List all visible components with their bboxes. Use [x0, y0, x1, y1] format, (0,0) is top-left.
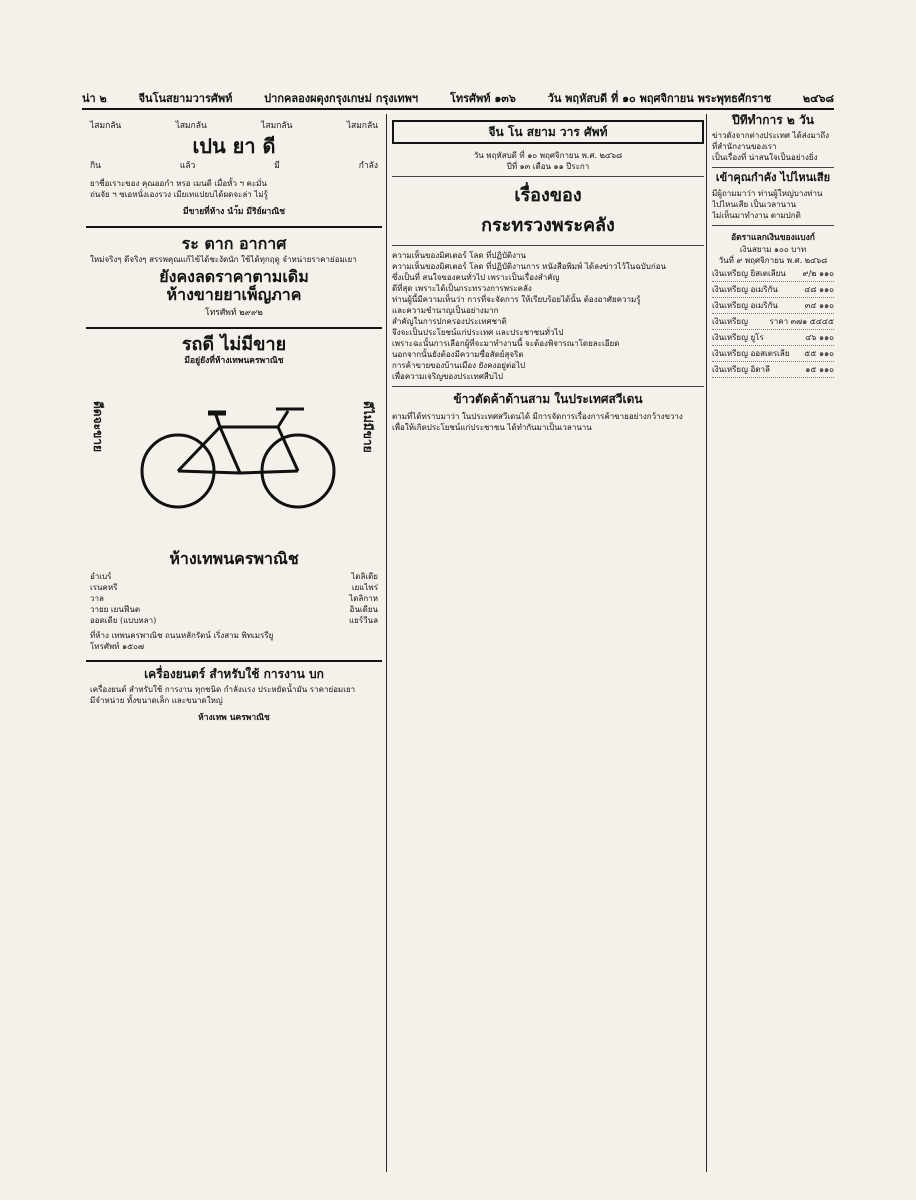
weather-ad: ระ ตาก อากาศ ใหม่จริงๆ ดีจริงๆ สรรพคุณแก้ไข้ได้ชะงัดนัก ใช้ได้ทุกฤดู จำหน่ายราคาย่อมเยา ยังคงลดราคาตามเดิม ห้างขายยาเพ็ญภาค โทรศัพท์ ๒๙๙๒: [86, 228, 382, 329]
paper-phone: โทรศัพท์ ๑๓๖: [449, 92, 516, 105]
ad-line: กำลัง: [358, 161, 378, 171]
ad-title: เปน ยา ดี: [192, 134, 276, 158]
bike-vertical-right: ดีไม่มีขาย: [361, 401, 375, 453]
ad3-sub: มีอยู่ยังที่ห้างเทพนครพาณิช: [184, 356, 284, 366]
paper-address: ปากคลองผดุงกรุงเกษม่ กรุงเทพฯ: [264, 92, 419, 105]
ad-top-label: ไสมกลัน: [175, 121, 207, 131]
ad-top-row: [90, 120, 378, 132]
rate-name: เงินเหรียญ: [712, 317, 748, 326]
brand-item: เยแไพร่: [351, 583, 378, 592]
brand-item: ไดลิกาห: [349, 594, 378, 603]
paper-year: ๒๔๖๘: [802, 92, 834, 105]
ad3-phone: โทรศัพท์ ๑๕๐๗: [90, 642, 145, 651]
divider: [392, 386, 704, 387]
dateline: วัน พฤหัสบดี ที่ ๑๐ พฤศจิกายน พ.ศ. ๒๔๖๘: [473, 151, 623, 160]
rate-value: ๔๘ ๑๑๐: [804, 285, 834, 294]
ad-line: แล้ว: [179, 161, 196, 171]
rate-value: ๑๕ ๑๑๐: [805, 365, 834, 374]
ad4-footer: ห้างเทพ นครพาณิช: [198, 713, 270, 723]
rate-value: ๔๖ ๑๑๐: [805, 333, 834, 342]
ad-body-3: มีขายที่ห้าง นำ้ม มีริย์ผาณิช: [183, 207, 285, 217]
rate-table: [712, 266, 834, 378]
ad2-subtitle: ยังคงลดราคาตามเดิม: [159, 267, 309, 286]
brand-item: เรนคหรี: [90, 583, 118, 592]
ad-lines: [90, 160, 378, 172]
article-paragraph-2: ดีที่สุด เพราะได้เป็นกระทรวงการพระคลัง: [392, 284, 532, 293]
brand-item: อำเบร์: [90, 572, 112, 581]
paper-date: วัน พฤหัสบดี ที่ ๑๐ พฤศจิกายน พระพุทธศักราช: [547, 92, 772, 105]
price-date: วันที่ ๙ พฤศจิกายน พ.ศ. ๒๔๖๘: [718, 256, 828, 265]
headline-2: กระทรวงพระคลัง: [481, 215, 615, 236]
article-paragraph-1: ความเห็นของมิศเตอร์ โลด ที่ปฏิบัติงาน: [392, 251, 526, 260]
ad2-store: ห้างขายยาเพ็ญภาค: [166, 285, 302, 304]
left-column: [86, 114, 382, 1172]
sub-headline: ข้าวตัดค้าด้านสาม ในประเทศสวีเดน: [453, 392, 643, 406]
rate-name: เงินเหรียญ อิตาลี: [712, 365, 770, 374]
ad3-shop: ห้างเทพนครพาณิช: [169, 549, 299, 568]
paper-name: จีนโนสยามวารศัพท์: [138, 92, 233, 105]
rate-value: ๕๕ ๑๑๐: [804, 349, 834, 358]
medicine-ad: [86, 114, 382, 228]
divider: [712, 225, 834, 226]
column-divider-right: [706, 114, 707, 1172]
rate-name: เงินเหรียญ ยิสเตเลียน: [712, 269, 786, 278]
rate-value: ๙/๒ ๑๑๐: [802, 269, 834, 278]
brand-list: [90, 571, 378, 626]
bicycle-illustration: [90, 371, 378, 571]
brand-item: ออดเดีย (แบบหลา): [90, 616, 157, 625]
bicycle-icon: [128, 391, 348, 521]
ad2-title: ระ ตาก อากาศ: [181, 234, 287, 253]
issue: ปีที่ ๑๓ เดือน ๑๑ ปีระกา: [506, 162, 590, 171]
article-paragraph-3: สำคัญในการปกครองประเทศชาติ: [392, 317, 507, 326]
right-title-2: เข้าคุณกำคัง ไปไหนเสีย: [715, 171, 831, 184]
center-column: จีน โน สยาม วาร ศัพท์ วัน พฤหัสบดี ที่ ๑๐ พฤศจิกายน พ.ศ. ๒๔๖๘ ปีที่ ๑๓ เดือน ๑๑ ปีระกา เรื่องของ กระทรวงพระคลัง ความเห็นของมิศเตอร์ โลด ที่ปฏิบัติงาน ความเห็นของมิศเตอร์ โลด ที่ปฏิบัติงานการ หนังสือพิมพ์ ได้ลงข่าวไว้ในฉบับก่อน ซึ่งเป็นที่ สนใจของคนทั่วไป เพราะเป็นเรื่องสำคัญ ดีที่สุด เพราะได้เป็นกระทรวงการพระคลัง ท่านผู้นี้มีความเห็นว่า การที่จะจัดการ ให้เรียบร้อยได้นั้น ต้องอาศัยความรู้ และความชำนาญเป็นอย่างมาก สำคัญในการปกครองประเทศชาติ จึงจะเป็นประโยชน์แก่ประเทศ และประชาชนทั่วไป เพราะฉะนั้นการเลือกผู้ที่จะมาทำงานนี้ จะต้องพิจารณาโดยละเอียด นอกจากนั้นยังต้องมีความซื่อสัตย์สุจริต การค้าขายของบ้านเมือง ยังคงอยู่ต่อไป เพื่อความเจริญของประเทศสืบไป ข้าวตัดค้าด้านสาม ในประเทศสวีเดน ตามที่ได้ทราบมาว่า ในประเทศสวีเดนได้ มีการจัดการเรื่องการค้าขายอย่างกว้างขวาง เพื่อให้เกิดประโยชน์แก่ประชาชน ได้ทำกันมาเป็นเวลานาน: [392, 114, 704, 1172]
page-number: น่า ๒: [82, 92, 107, 105]
rate-name: เงินเหรียญ อเมริกัน: [712, 301, 778, 310]
article-paragraph-4: การค้าขายของบ้านเมือง ยังคงอยู่ต่อไป: [392, 361, 526, 370]
ad-body-1: ยาชื่อเราะของ คุณออกำ หรอ เมนดี เมื่อหั้ว ฯ คะมั่น: [90, 179, 267, 188]
ad-body-2: ถ่นจัย ฯ ซเอหนั่งเองรวง เมียเทแปยบได้ผดจะล่า ไม่รู้: [90, 190, 268, 199]
right-title-1: ปีที่ทำการ ๒ วัน: [732, 114, 814, 127]
ad3-footer: ที่ห้าง เทพนครพาณิช ถนนหลักรัตน์ เริ่งสาม พิทเมรรียู: [90, 631, 274, 640]
rate-name: เงินเหรียญ ยูโร: [712, 333, 764, 342]
bike-vertical-left: ดีดจะขาย: [91, 401, 105, 453]
ad3-title: รถดี ไม่มีขาย: [181, 334, 287, 355]
divider: [392, 245, 704, 246]
rate-name: เงินเหรียญ ออสเตรเลีย: [712, 349, 790, 358]
brand-item: วาล: [90, 594, 104, 603]
ad-top-label: ไสมกลัน: [90, 121, 122, 131]
rate-value: ราคา ๓๗๑ ๕๔๔๕: [769, 317, 834, 326]
price-sub: เงินสยาม ๑๐๐ บาท: [739, 245, 807, 254]
bicycle-ad: [86, 329, 382, 662]
divider: [712, 167, 834, 168]
brand-item: ไดลิเดีย: [351, 572, 378, 581]
ad2-phone: โทรศัพท์ ๒๙๙๒: [205, 308, 263, 318]
column-divider-left: [386, 114, 387, 1172]
price-title: อัตราแลกเงินของแบงก์: [731, 233, 815, 243]
ad-top-label: ไสมกลัน: [346, 121, 378, 131]
brand-item: แยร์วีนล: [348, 616, 378, 625]
brand-item: อินเดียน: [349, 605, 378, 614]
rate-value: ๓๔ ๑๑๐: [804, 301, 834, 310]
divider: [392, 176, 704, 177]
ad4-title: เครื่องยนตร์ สำหรับใช้ การงาน บก: [144, 667, 324, 681]
ad-line: กิน: [90, 161, 101, 171]
engine-ad: เครื่องยนตร์ สำหรับใช้ การงาน บก เครื่องยนต์ สำหรับใช้ การงาน ทุกชนิด กำลังแรง ประหยัดน้ำมัน ราคาย่อมเยา มีจำหน่าย ทั้งขนาดเล็ก และขนาดใหญ่ ห้างเทพ นครพาณิช: [86, 662, 382, 732]
ad-line: มี: [274, 161, 280, 171]
ad-top-label: ไสมกลัน: [261, 121, 293, 131]
masthead: จีน โน สยาม วาร ศัพท์: [392, 120, 704, 144]
headline-1: เรื่องของ: [514, 185, 582, 206]
right-column: ปีที่ทำการ ๒ วัน ข่าวดังจากต่างประเทศ ได้ส่งมาถึง ที่สำนักงานของเรา เป็นเรื่องที่ น่าสนใจเป็นอย่างยิ่ง เข้าคุณกำคัง ไปไหนเสีย มีผู้ถามมาว่า ท่านผู้ใหญ่บางท่าน ไปไหนเสีย เป็นเวลานาน ไม่เห็นมาทำงาน ตามปกติ อัตราแลกเงินของแบงก์ เงินสยาม ๑๐๐ บาท วันที่ ๙ พฤศจิกายน พ.ศ. ๒๔๖๘ เงินเหรียญ ยิสเตเลียน ๙/๒ ๑๑๐ เงินเหรียญ อเมริกัน ๔๘ ๑๑๐ เงินเหรียญ อเมริกัน ๓๔ ๑๑๐ เงินเหรียญ ราคา ๓๗๑ ๕๔๔๕ เงินเหรียญ ยูโร ๔๖ ๑๑๐ เงินเหรียญ ออสเตรเลีย ๕๕ ๑๑๐ เงินเหรียญ อิตาลี ๑๕ ๑๑๐: [712, 114, 834, 1172]
rate-name: เงินเหรียญ อเมริกัน: [712, 285, 778, 294]
brand-item: วายย เยนฟีนต: [90, 605, 141, 614]
page-header: [82, 88, 834, 110]
